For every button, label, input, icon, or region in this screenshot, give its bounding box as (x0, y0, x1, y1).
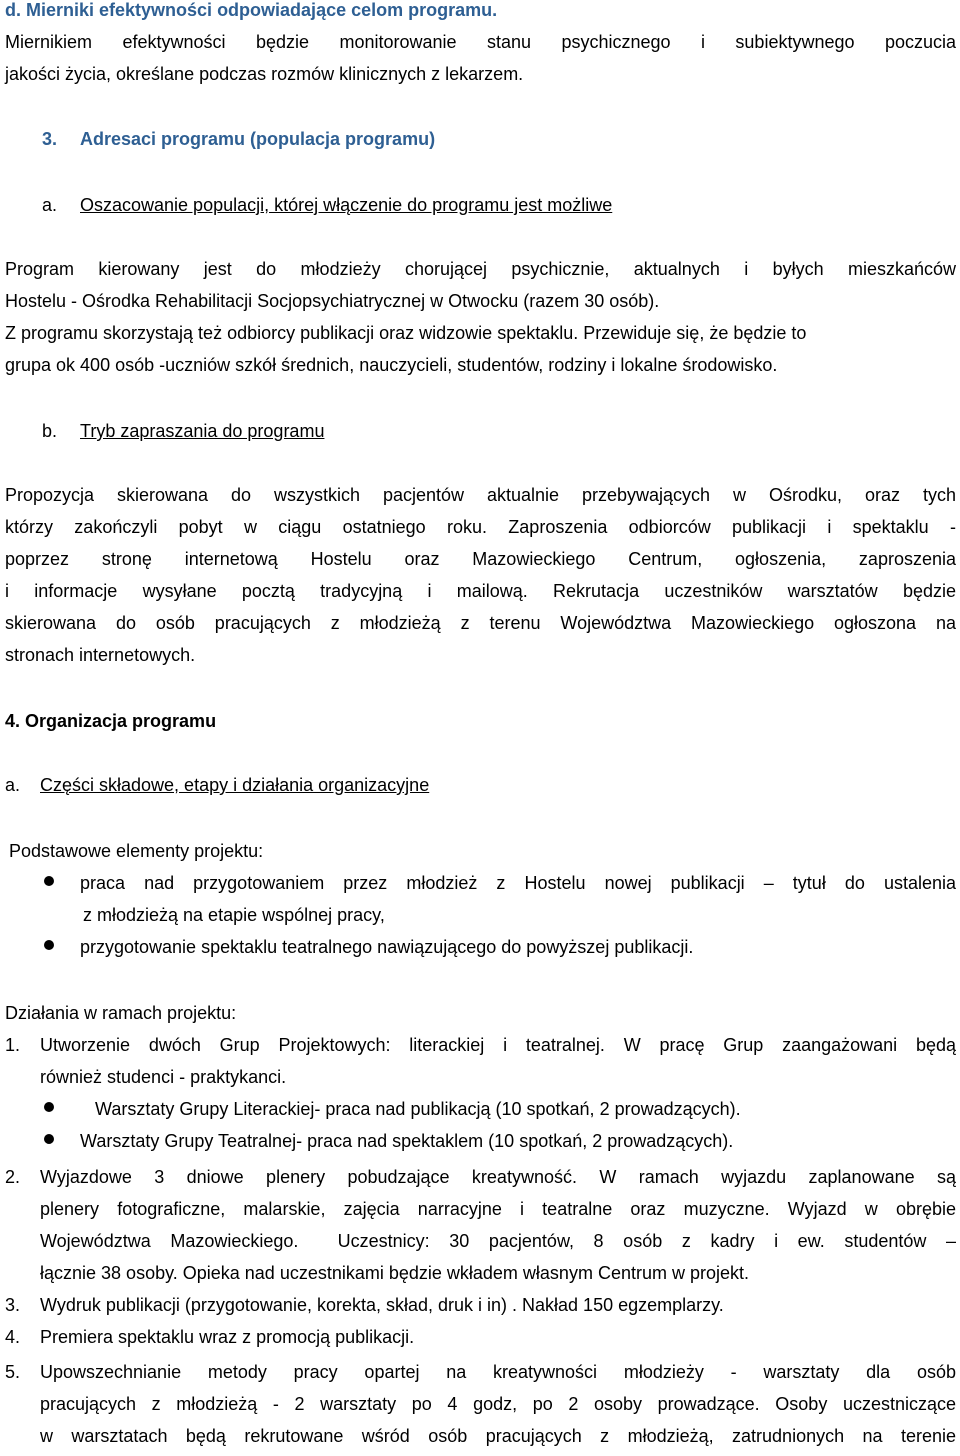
sub-a-label: a. (42, 195, 58, 215)
action-number: 5. (5, 1362, 21, 1382)
action-bullet-line: Warsztaty Grupy Literackiej- praca nad publikacją (10 spotkań, 2 prowadzących). (95, 1099, 741, 1119)
sub-a-title: Oszacowanie populacji, której włączenie do programu jest możliwe (80, 195, 613, 215)
action-text-line: Województwa Mazowieckiego. Uczestnicy: 30 pacjentów, 8 osób z kadry i ew. studentów – (40, 1231, 956, 1251)
action-text-line: łącznie 38 osoby. Opieka nad uczestnikami będzie wkładem własnym Centrum w projekt. (40, 1263, 749, 1283)
population-text-line: grupa ok 400 osób -uczniów szkół średnich, nauczycieli, studentów, rodziny i lokalne środowisko. (5, 355, 778, 375)
action-number: 2. (5, 1167, 21, 1187)
action-text-line: Utworzenie dwóch Grup Projektowych: literackiej i teatralnej. W pracę Grup zaangażowani będą (40, 1035, 956, 1055)
action-text-line: plenery fotograficzne, malarskie, zajęcia narracyjne i teatralne oraz muzyczne. Wyjazd w obrębie (40, 1199, 956, 1219)
sub-b-label: b. (42, 421, 58, 441)
invite-text-line: którzy zakończyli pobyt w ciągu ostatniego roku. Zaproszenia odbiorców publikacji i spektaklu - (5, 517, 956, 537)
invite-text-line: stronach internetowych. (5, 645, 196, 665)
invite-text-line: skierowana do osób pracujących z młodzieżą z terenu Województwa Mazowieckiego ogłoszona na (5, 613, 956, 633)
population-text-line: Hostelu - Ośrodka Rehabilitacji Socjopsychiatrycznej w Otwocku (razem 30 osób). (5, 291, 660, 311)
sub-a2-title: Części składowe, etapy i działania organizacyjne (40, 775, 430, 795)
population-text-segment: Z programu skorzystają też odbiorcy publikacji oraz widzowie spektaklu. (5, 323, 579, 343)
section-d-heading: d. Mierniki efektywności odpowiadające celom programu. (5, 0, 498, 20)
action-text-line: również studenci - praktykanci. (40, 1067, 287, 1087)
bullet-icon (44, 1134, 54, 1144)
sub-a2-label: a. (5, 775, 21, 795)
section-3-title: Adresaci programu (populacja programu) (80, 129, 436, 149)
bullet-icon (44, 940, 54, 950)
action-text-line: Premiera spektaklu wraz z promocją publikacji. (40, 1327, 415, 1347)
population-text-segment: Przewiduje się, że będzie to (583, 323, 807, 343)
sub-b-title: Tryb zapraszania do programu (80, 421, 325, 441)
action-number: 4. (5, 1327, 21, 1347)
invite-text-line: Propozycja skierowana do wszystkich pacjentów aktualnie przebywających w Ośrodku, oraz tych (5, 485, 956, 505)
action-number: 3. (5, 1295, 21, 1315)
element-bullet-line: z młodzieżą na etapie wspólnej pracy, (83, 905, 385, 925)
section-d-text-line: Miernikiem efektywności będzie monitorowanie stanu psychicznego i subiektywnego poczucia (5, 32, 956, 52)
bullet-icon (44, 1102, 54, 1112)
action-text-line: Wydruk publikacji (przygotowanie, korekta, skład, druk i in) . Nakład 150 egzemplarzy. (40, 1295, 724, 1315)
action-number: 1. (5, 1035, 21, 1055)
section-4-title: 4. Organizacja programu (5, 711, 217, 731)
action-text-line: Wyjazdowe 3 dniowe plenery pobudzające kreatywność. W ramach wyjazdu zaplanowane są (40, 1167, 956, 1187)
action-text-line: w warsztatach będą rekrutowane wśród osób pracujących z młodzieżą, zatrudnionych na terenie (40, 1426, 956, 1446)
invite-text-line: i informacje wysyłane pocztą tradycyjną i mailową. Rekrutacja uczestników warsztatów będzie (5, 581, 956, 601)
section-3-number: 3. (42, 129, 58, 149)
action-text-line: pracujących z młodzieżą - 2 warsztaty po 4 godz, po 2 osoby prowadzące. Osoby uczestniczące (40, 1394, 956, 1414)
bullet-icon (44, 876, 54, 886)
action-text-line: Upowszechnianie metody pracy opartej na kreatywności młodzieży - warsztaty dla osób (40, 1362, 956, 1382)
element-bullet-line: praca nad przygotowaniem przez młodzież z Hostelu nowej publikacji – tytuł do ustalenia (80, 873, 956, 893)
section-d-text-line: jakości życia, określane podczas rozmów klinicznych z lekarzem. (5, 64, 524, 84)
population-text-line: Program kierowany jest do młodzieży chorującej psychicznie, aktualnych i byłych mieszkańców (5, 259, 956, 279)
element-bullet-line: przygotowanie spektaklu teatralnego nawiązującego do powyższej publikacji. (80, 937, 694, 957)
invite-text-line: poprzez stronę internetową Hostelu oraz Mazowieckiego Centrum, ogłoszenia, zaproszenia (5, 549, 956, 569)
elements-heading: Podstawowe elementy projektu: (9, 841, 264, 861)
action-bullet-line: Warsztaty Grupy Teatralnej- praca nad spektaklem (10 spotkań, 2 prowadzących). (80, 1131, 734, 1151)
actions-heading: Działania w ramach projektu: (5, 1003, 237, 1023)
population-text-line (5, 317, 956, 349)
